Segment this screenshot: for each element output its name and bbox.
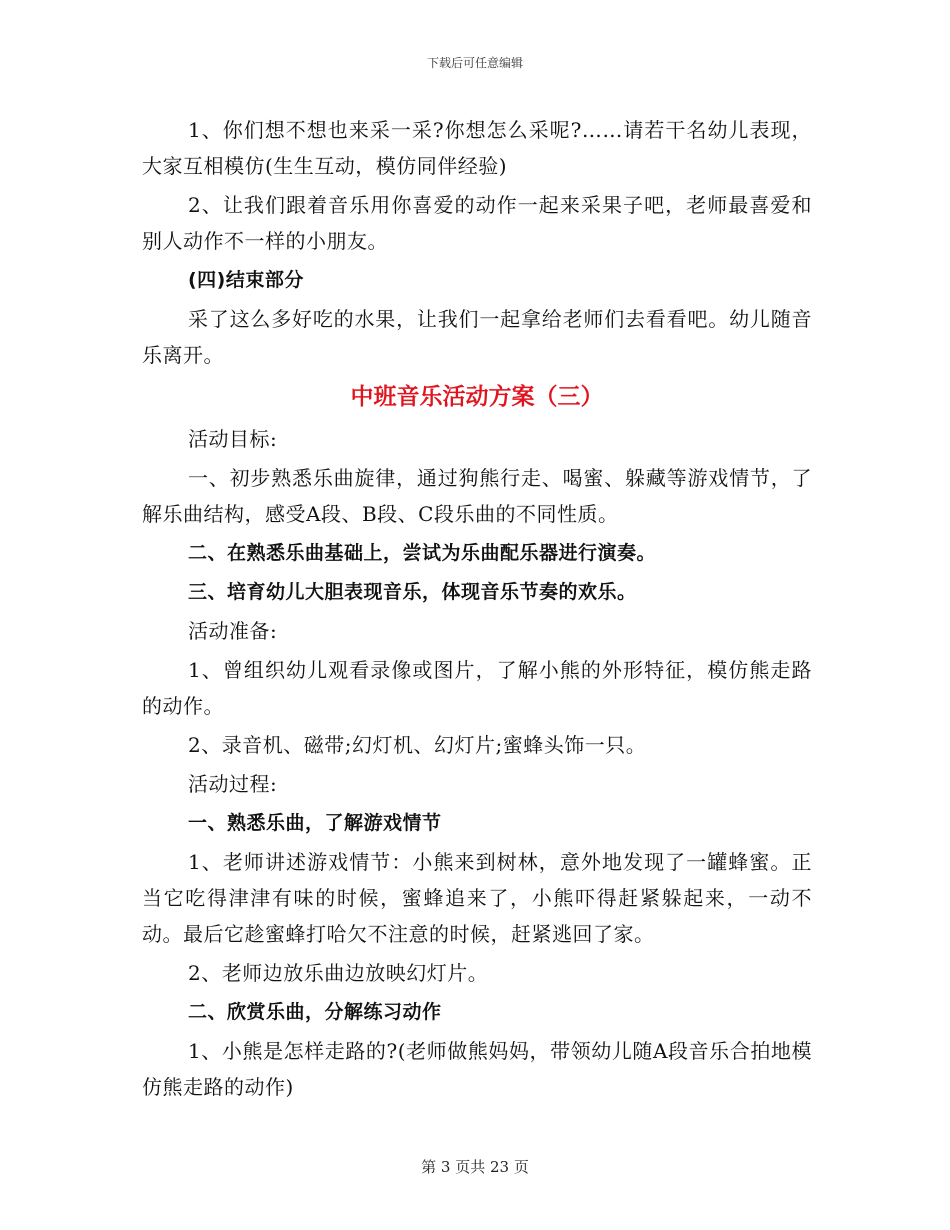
page-footer: 第 3 页共 23 页 [421,1158,529,1176]
paragraph: 活动过程: [188,772,278,796]
paragraph: 1、曾组织幼儿观看录像或图片，了解小熊的外形特征，模仿熊走路的动作。 [142,658,812,718]
page-header: 下载后可任意编辑 [426,56,523,70]
paragraph: 2、让我们跟着音乐用你喜爱的动作一起来采果子吧，老师最喜爱和别人动作不一样的小朋友。 [142,193,812,253]
paragraph: 活动准备: [188,619,278,643]
section-heading: 一、熟悉乐曲，了解游戏情节 [188,812,442,834]
goal-item: 三、培育幼儿大胆表现音乐，体现音乐节奏的欢乐。 [188,581,637,603]
paragraph: 1、老师讲述游戏情节：小熊来到树林，意外地发现了一罐蜂蜜。正当它吃得津津有味的时候，蜜蜂追来了，小熊吓得赶紧躲起来，一动不动。最后它趁蜜蜂打哈欠不注意的时候，赶紧逃回了家。 [142,850,812,946]
goal-item: 二、在熟悉乐曲基础上，尝试为乐曲配乐器进行演奏。 [188,542,657,564]
paragraph: 采了这么多好吃的水果，让我们一起拿给老师们去看看吧。幼儿随音乐离开。 [142,307,812,367]
section-heading: 二、欣赏乐曲，分解练习动作 [188,1001,442,1023]
paragraph: 活动目标: [188,427,278,451]
paragraph: 一、初步熟悉乐曲旋律，通过狗熊行走、喝蜜、躲藏等游戏情节，了解乐曲结构，感受A段、B段、C段乐曲的不同性质。 [142,466,812,526]
paragraph: 2、老师边放乐曲边放映幻灯片。 [188,961,489,985]
paragraph: 1、小熊是怎样走路的?(老师做熊妈妈，带领幼儿随A段音乐合拍地模仿熊走路的动作) [142,1039,812,1099]
paragraph: 2、录音机、磁带;幻灯机、幻灯片;蜜蜂头饰一只。 [188,733,647,757]
document-title: 中班音乐活动方案（三） [350,384,604,410]
document-body [142,112,812,1108]
paragraph: 1、你们想不想也来采一采?你想怎么采呢?……请若干名幼儿表现，大家互相模仿(生生互动，模仿同伴经验) [142,118,812,178]
section-heading: (四)结束部分 [188,269,304,291]
